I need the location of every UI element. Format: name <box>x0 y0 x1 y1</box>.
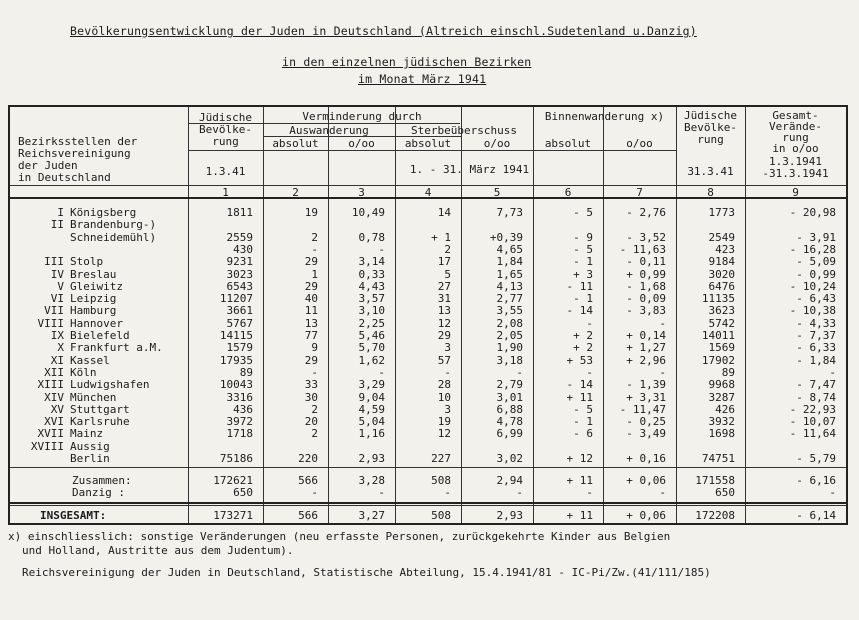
table-cell-death-pm: 6,99 <box>496 427 523 441</box>
table-cell-death-pm: 3,01 <box>496 390 523 404</box>
column-number: 3 <box>358 186 365 199</box>
table-cell-emig-pm: 1,62 <box>358 353 385 367</box>
header-total-change: rung <box>782 131 809 144</box>
table-cell-pop: 9231 <box>226 255 253 269</box>
row-district-number: XVIII <box>30 439 64 453</box>
row-district-name: Mainz <box>70 427 104 441</box>
column-number: 5 <box>493 186 501 199</box>
table-cell-pop: 14115 <box>219 329 253 342</box>
table-cell-mig-pm: - <box>659 365 666 379</box>
row-district-name: Bielefeld <box>70 329 130 342</box>
table-cell-mig: - 1 <box>573 292 593 306</box>
table-cell-pop-end: 9184 <box>708 255 735 269</box>
table-cell-mig-pm: - 0,09 <box>626 292 666 306</box>
row-district-number: III <box>44 255 64 269</box>
header-region: der Juden <box>18 159 78 172</box>
header-pop-end-date: 31.3.41 <box>687 165 734 178</box>
row-district-number: XV <box>50 402 64 416</box>
table-cell-mig-pm: - 11,47 <box>619 402 666 416</box>
table-cell-emig-pm: 0,78 <box>358 230 385 244</box>
table-cell-change: - 10,07 <box>789 415 836 429</box>
column-number: 1 <box>222 186 229 199</box>
table-cell-death: 2 <box>444 242 451 256</box>
table-cell-change: - 8,74 <box>796 390 836 404</box>
table-cell-death-pm: 1,84 <box>496 255 523 269</box>
table-cell-death-pm: 3,55 <box>496 304 523 318</box>
row-district-name: Breslau <box>70 267 117 281</box>
table-cell-mig-pm: + 1,27 <box>626 341 666 355</box>
table-cell-emig: 2 <box>311 402 318 416</box>
table-cell-pop-end: 89 <box>721 365 735 379</box>
row-district-name: Königsberg <box>70 206 137 219</box>
document-subtitle: in den einzelnen jüdischen Bezirken <box>282 55 532 69</box>
table-cell-death-pm: 4,78 <box>496 415 523 429</box>
table-cell-death-pm: 3,18 <box>496 353 523 367</box>
table-cell-emig: 2 <box>311 427 318 441</box>
row-district-name: Karlsruhe <box>70 415 130 429</box>
table-cell-mig: + 11 <box>566 390 593 404</box>
table-cell-change: - 5,09 <box>796 255 836 269</box>
table-cell-mig-pm: + 3,31 <box>626 390 666 404</box>
row-district-name: Hannover <box>70 316 123 330</box>
row-district-number: XVII <box>37 427 64 441</box>
table-cell-emig-pm: 3,57 <box>358 292 385 306</box>
table-cell-emig-pm: 4,43 <box>358 279 385 293</box>
table-cell-pop: 430 <box>233 242 253 256</box>
row-district-number: X <box>57 341 64 355</box>
table-cell-death: 17 <box>437 255 451 269</box>
table-cell-death: - <box>444 365 451 379</box>
table-cell-pop-end: 1698 <box>708 427 735 441</box>
table-cell-pop: 3023 <box>226 267 253 281</box>
table-cell-mig: + 11 <box>566 474 593 487</box>
table-cell-emig: 9 <box>311 341 318 355</box>
table-cell-change: - 6,16 <box>796 474 836 487</box>
table-cell-emig: 29 <box>304 255 318 269</box>
table-cell-pop-end: 1773 <box>708 206 735 219</box>
table-cell-emig: 220 <box>298 452 318 465</box>
table-cell-emig: 77 <box>304 329 318 342</box>
table-cell-mig: - 14 <box>566 378 593 392</box>
header-absolut: absolut <box>404 137 452 150</box>
header-region: Reichsvereinigung <box>18 147 131 160</box>
table-cell-pop: 1718 <box>226 427 253 441</box>
table-cell-emig: 566 <box>298 509 318 522</box>
row-district-number: V <box>57 279 64 293</box>
table-cell-pop-end: 650 <box>715 486 735 499</box>
footnote-line-2: und Holland, Austritte aus dem Judentum). <box>22 544 294 557</box>
table-cell-change: - 16,28 <box>789 242 836 256</box>
table-cell-pop: 5767 <box>226 316 253 330</box>
table-cell-mig: - <box>586 486 593 499</box>
table-cell-death: 31 <box>437 292 451 306</box>
table-cell-mig-pm: - <box>659 316 666 330</box>
table-cell-mig: + 11 <box>566 509 593 522</box>
table-cell-pop: 10043 <box>219 378 253 392</box>
row-district-name: Stolp <box>70 255 104 269</box>
table-cell-mig-pm: + 0,06 <box>626 474 666 487</box>
table-cell-change: - 7,37 <box>796 329 836 342</box>
table-cell-pop-end: 171558 <box>695 474 735 487</box>
header-pop-end: Jüdische <box>684 109 737 122</box>
header-permille: o/oo <box>483 137 511 150</box>
table-cell-mig: - <box>586 365 593 379</box>
column-number: 6 <box>564 186 572 199</box>
row-district-name: Frankfurt a.M. <box>70 341 163 355</box>
table-cell-death-pm: 2,94 <box>496 474 523 487</box>
table-cell-emig-pm: - <box>378 365 385 379</box>
table-cell-pop-end: 423 <box>715 242 735 256</box>
table-cell-mig: + 2 <box>573 329 593 342</box>
table-cell-change: - 22,93 <box>789 402 836 416</box>
row-district-number: XII <box>44 365 64 379</box>
table-cell-pop-end: 14011 <box>701 329 735 342</box>
table-cell-change: - 4,33 <box>796 316 836 330</box>
table-cell-emig-pm: 10,49 <box>351 206 385 219</box>
table-cell-mig-pm: - 3,83 <box>626 304 666 318</box>
table-cell-pop-end: 426 <box>715 402 735 416</box>
table-cell-death: 28 <box>437 378 451 392</box>
table-cell-pop: 3972 <box>226 415 253 429</box>
table-cell-change: - <box>829 365 836 379</box>
table-cell-mig-pm: + 2,96 <box>626 353 666 367</box>
header-total-change: Gesamt- <box>772 109 819 122</box>
header-permille: o/oo <box>626 137 653 150</box>
header-permille: o/oo <box>348 137 375 150</box>
table-cell-mig-pm: - 3,52 <box>626 230 666 244</box>
table-cell-death: 508 <box>431 509 451 522</box>
table-cell-emig-pm: 5,70 <box>358 341 385 355</box>
table-cell-change: - 6,33 <box>796 341 836 355</box>
table-cell-mig-pm: - 11,63 <box>619 242 666 256</box>
table-cell-pop-end: 1569 <box>708 341 735 355</box>
table-cell-mig: - 5 <box>573 206 593 219</box>
table-cell-death-pm: - <box>516 486 523 499</box>
header-death-excess: Sterbeüberschuss <box>411 124 517 137</box>
table-cell-death: 12 <box>437 316 451 330</box>
table-cell-death: + 1 <box>431 230 451 244</box>
table-cell-change: - 6,43 <box>796 292 836 306</box>
column-number: 9 <box>792 186 799 199</box>
row-district-number: IX <box>50 329 64 342</box>
table-cell-mig-pm: - 2,76 <box>626 206 666 219</box>
table-cell-death: 3 <box>444 402 451 416</box>
row-district-name: Aussig <box>70 439 110 453</box>
table-cell-death-pm: 1,65 <box>496 267 523 281</box>
table-cell-change: - 3,91 <box>796 230 836 244</box>
header-decrease: Verminderung durch <box>302 110 422 123</box>
table-cell-change: - 7,47 <box>796 378 836 392</box>
table-cell-death: 29 <box>437 329 451 342</box>
table-cell-pop: 650 <box>233 486 253 499</box>
table-cell-mig-pm: - 3,49 <box>626 427 666 441</box>
table-cell-pop-end: 9968 <box>708 378 735 392</box>
table-cell-mig: - 1 <box>573 415 593 429</box>
row-district-name: Brandenburg-) <box>70 218 157 232</box>
row-district-name: Hamburg <box>70 304 117 318</box>
table-cell-death: 5 <box>444 267 451 281</box>
table-cell-change: - 6,14 <box>796 509 836 522</box>
row-district-name: Leipzig <box>70 292 117 306</box>
row-district-number: XIII <box>37 378 64 392</box>
table-cell-mig: - <box>586 316 593 330</box>
table-cell-death-pm: 7,73 <box>496 206 523 219</box>
total-divider <box>10 502 846 504</box>
row-district-name: Schneidemühl) <box>70 230 157 244</box>
table-cell-emig-pm: 0,33 <box>358 267 385 281</box>
table-cell-emig: 19 <box>304 206 318 219</box>
header-pop-start: rung <box>212 135 239 148</box>
table-cell-mig: - 11 <box>566 279 593 293</box>
table-cell-pop: 89 <box>239 365 253 379</box>
table-cell-mig-pm: - <box>659 486 666 499</box>
table-cell-mig-pm: - 0,11 <box>626 255 666 269</box>
table-cell-death-pm: 4,13 <box>496 279 523 293</box>
table-cell-emig: 33 <box>304 378 318 392</box>
table-cell-death-pm: 2,05 <box>496 329 523 342</box>
row-district-number: I <box>57 206 64 219</box>
header-total-change-period: 1.3.1941 <box>769 155 822 168</box>
table-cell-pop: 172621 <box>213 474 253 487</box>
sum-divider <box>10 467 846 468</box>
table-cell-pop: 6543 <box>226 279 253 293</box>
table-cell-emig-pm: - <box>378 242 385 256</box>
table-cell-mig: - 14 <box>566 304 593 318</box>
row-district-name: Stuttgart <box>70 402 130 416</box>
table-cell-mig-pm: - 1,39 <box>626 378 666 392</box>
table-cell-emig-pm: 3,28 <box>358 474 385 487</box>
table-cell-emig: 13 <box>304 316 318 330</box>
table-cell-pop: 11207 <box>219 292 253 306</box>
row-district-name: Kassel <box>70 353 110 367</box>
header-total-change-period: -31.3.1941 <box>762 167 829 180</box>
table-cell-change: - 11,64 <box>789 427 836 441</box>
table-cell-emig-pm: 3,14 <box>358 255 385 269</box>
table-cell-emig: 20 <box>304 415 318 429</box>
header-absolut: absolut <box>272 137 319 150</box>
table-cell-death: 3 <box>444 341 451 355</box>
row-district-name: Gleiwitz <box>70 279 123 293</box>
table-cell-death: 10 <box>437 390 451 404</box>
table-cell-emig-pm: - <box>378 486 385 499</box>
table-cell-death: 227 <box>431 452 451 465</box>
table-cell-change: - <box>829 486 836 499</box>
row-district-name: Berlin <box>70 452 110 465</box>
table-cell-emig: 40 <box>304 292 318 306</box>
header-absolut: absolut <box>544 137 592 150</box>
table-cell-death: 19 <box>437 415 451 429</box>
column-number: 7 <box>636 186 643 199</box>
table-cell-mig: - 5 <box>573 402 593 416</box>
table-cell-emig-pm: 3,27 <box>358 509 385 522</box>
table-cell-death-pm: 2,93 <box>496 509 523 522</box>
table-cell-emig-pm: 4,59 <box>358 402 385 416</box>
table-cell-emig: 2 <box>311 230 318 244</box>
table-cell-pop: 17935 <box>219 353 253 367</box>
table-cell-change: - 1,84 <box>796 353 836 367</box>
row-district-number: VI <box>50 292 64 306</box>
table-cell-death-pm: 3,02 <box>496 452 523 465</box>
table-cell-death: 13 <box>437 304 451 318</box>
footnote-line-1: x) einschliesslich: sonstige Veränderungen (neu erfasste Personen, zurückgekehrte Kinder aus Belgien <box>8 530 671 543</box>
table-cell-death: 14 <box>437 206 451 219</box>
table-cell-death: 57 <box>437 353 451 367</box>
row-district-number: VIII <box>37 316 64 330</box>
table-cell-mig: + 3 <box>573 267 593 281</box>
table-cell-emig: - <box>311 365 318 379</box>
row-district-name: Köln <box>70 365 97 379</box>
table-cell-emig: 30 <box>304 390 318 404</box>
table-cell-death-pm: 2,77 <box>496 292 523 306</box>
table-cell-pop-end: 3020 <box>708 267 735 281</box>
table-cell-death: 27 <box>437 279 451 293</box>
table-cell-death-pm: +0,39 <box>489 230 523 244</box>
table-cell-mig-pm: - 0,25 <box>626 415 666 429</box>
sum-label: Danzig : <box>72 486 125 499</box>
table-cell-emig-pm: 1,16 <box>358 427 385 441</box>
column-number: 8 <box>707 186 714 199</box>
table-cell-pop-end: 3287 <box>708 390 735 404</box>
table-cell-mig: - 5 <box>573 242 593 256</box>
row-district-number: VII <box>44 304 64 318</box>
table-cell-mig: - 1 <box>573 255 593 269</box>
table-cell-emig: 566 <box>298 474 318 487</box>
table-cell-death: 12 <box>437 427 451 441</box>
table-cell-pop-end: 6476 <box>708 279 735 293</box>
header-pop-end: Bevölke- <box>684 121 737 134</box>
table-cell-mig-pm: + 0,99 <box>626 267 666 281</box>
table-cell-emig-pm: 3,10 <box>358 304 385 318</box>
table-cell-pop-end: 2549 <box>708 230 735 244</box>
document-period: im Monat März 1941 <box>358 72 487 86</box>
table-cell-death-pm: 2,08 <box>496 316 523 330</box>
header-pop-end: rung <box>697 133 724 146</box>
table-cell-mig: - 9 <box>573 230 593 244</box>
table-cell-emig-pm: 2,25 <box>358 316 385 330</box>
table-cell-mig-pm: + 0,14 <box>626 329 666 342</box>
table-cell-emig-pm: 3,29 <box>358 378 385 392</box>
table-cell-emig-pm: 2,93 <box>358 452 385 465</box>
row-district-number: XIV <box>44 390 64 404</box>
table-cell-emig: 11 <box>304 304 318 318</box>
row-district-number: IV <box>50 267 64 281</box>
header-region: in Deutschland <box>18 171 111 184</box>
table-cell-mig-pm: - 1,68 <box>626 279 666 293</box>
table-cell-mig: + 53 <box>566 353 593 367</box>
table-cell-change: - 10,24 <box>789 279 836 293</box>
row-district-number: XI <box>50 353 64 367</box>
table-cell-change: - 5,79 <box>796 452 836 465</box>
table-cell-death-pm: 1,90 <box>496 341 523 355</box>
table-cell-emig-pm: 5,46 <box>358 329 385 342</box>
header-period: 1. - 31. März 1941 <box>409 163 530 176</box>
sum-label: Zusammen: <box>72 474 132 487</box>
table-cell-pop: 1811 <box>226 206 253 219</box>
table-cell-pop-end: 17902 <box>701 353 735 367</box>
table-cell-pop-end: 5742 <box>708 316 735 330</box>
header-region: Bezirksstellen der <box>18 135 138 148</box>
document-title: Bevölkerungsentwicklung der Juden in Deutschland (Altreich einschl.Sudetenland u.Danzig) <box>70 24 697 38</box>
header-pop-start: Jüdische <box>199 111 252 124</box>
table-cell-emig-pm: 9,04 <box>358 390 385 404</box>
header-total-change: in o/oo <box>772 142 819 155</box>
header-divider <box>188 150 676 151</box>
table-cell-emig: 29 <box>304 279 318 293</box>
table-cell-emig-pm: 5,04 <box>358 415 385 429</box>
table-cell-pop-end: 74751 <box>701 452 735 465</box>
table-cell-emig: - <box>311 486 318 499</box>
table-cell-mig: + 12 <box>566 452 593 465</box>
table-cell-pop-end: 3932 <box>708 415 735 429</box>
table-cell-death-pm: 2,79 <box>496 378 523 392</box>
total-divider <box>10 505 846 506</box>
table-cell-change: - 20,98 <box>789 206 836 219</box>
grand-total-label: INSGESAMT: <box>40 509 107 522</box>
header-pop-start-date: 1.3.41 <box>205 165 246 178</box>
header-total-change: Verände- <box>769 120 822 133</box>
table-cell-change: - 0,99 <box>796 267 836 281</box>
table-cell-emig: - <box>311 242 318 256</box>
table-cell-pop: 3661 <box>226 304 253 318</box>
table-cell-mig: + 2 <box>573 341 593 355</box>
table-cell-pop: 173271 <box>213 509 253 522</box>
source-line: Reichsvereinigung der Juden in Deutschland, Statistische Abteilung, 15.4.1941/81 - IC-Pi/Zw.(41/111/185) <box>22 566 711 579</box>
row-district-number: XVI <box>44 415 64 429</box>
table-cell-mig-pm: + 0,06 <box>626 509 666 522</box>
table-cell-pop: 436 <box>233 402 253 416</box>
row-district-name: München <box>70 390 117 404</box>
row-district-name: Ludwigshafen <box>70 378 150 392</box>
column-number: 2 <box>292 186 299 199</box>
table-cell-emig: 1 <box>311 267 318 281</box>
table-cell-pop: 3316 <box>226 390 253 404</box>
table-cell-pop-end: 172208 <box>695 509 735 522</box>
table-cell-change: - 10,38 <box>789 304 836 318</box>
table-cell-death: - <box>444 486 451 499</box>
table-cell-pop: 75186 <box>219 452 253 465</box>
table-cell-pop: 1579 <box>226 341 253 355</box>
table-cell-emig: 29 <box>304 353 318 367</box>
row-district-number: II <box>50 218 64 232</box>
table-cell-pop: 2559 <box>226 230 253 244</box>
header-emigration: Auswanderung <box>289 124 369 137</box>
table-cell-mig-pm: + 0,16 <box>626 452 666 465</box>
table-cell-death-pm: 4,65 <box>496 242 523 256</box>
table-cell-death-pm: 6,88 <box>496 402 523 416</box>
header-pop-start: Bevölke- <box>199 123 252 136</box>
column-number: 4 <box>424 186 432 199</box>
table-cell-mig: - 6 <box>573 427 593 441</box>
table-cell-death-pm: - <box>516 365 523 379</box>
table-cell-pop-end: 11135 <box>701 292 735 306</box>
table-cell-pop-end: 3623 <box>708 304 735 318</box>
header-internal-migration: Binnenwanderung x) <box>544 110 665 123</box>
population-table <box>8 105 848 525</box>
table-cell-death: 508 <box>431 474 451 487</box>
